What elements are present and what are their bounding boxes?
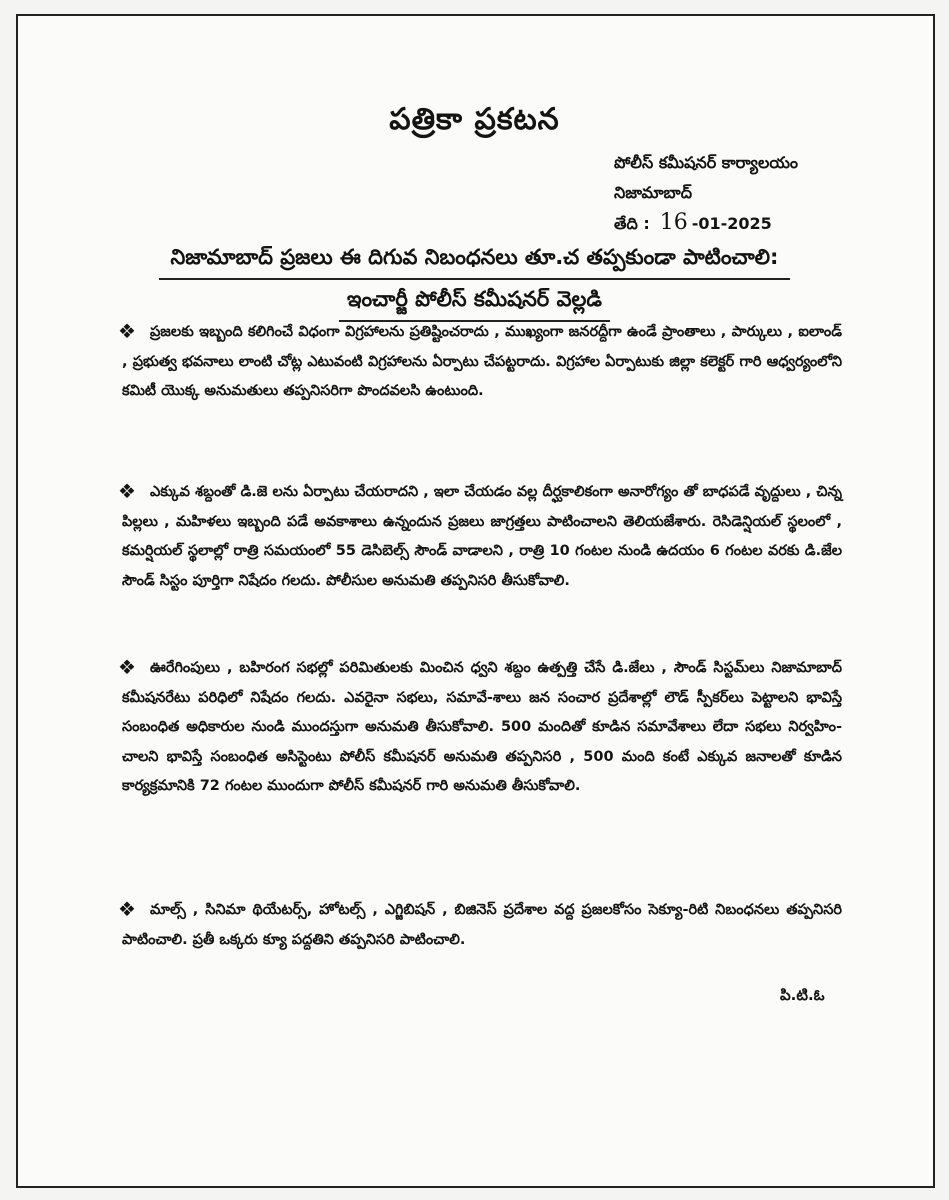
paragraph-3 [118,654,842,802]
headline [0,238,949,322]
signature: పి.టి.ఓ [780,986,825,1004]
bullet-icon: ❖ [118,479,136,503]
office-name: పోలీస్ కమీషనర్ కార్యాలయం [614,153,799,172]
date-label: తేది : [614,214,650,233]
document-title: పత్రికా ప్రకటన [389,102,560,137]
paragraph-2 [118,478,842,596]
paragraph-text: ప్రజలకు ఇబ్బంది కలిగించే విధంగా విగ్రహాలను ప్రతిష్టించరాదు , ముఖ్యంగా జనరద్దీగా ఉండే ప్రాంతాలు , పార్కులు , ఐలాండ్ , ప్రభుత్వ భవనాలు లాంటి చోట్ల ఎటువంటి విగ్రహాలను ఏర్పాటు చేపట్టరాదు. విగ్రహాల ఏర్పాటుకు జిల్లా కలెక్టర్ గారి ఆధ్వర్యంలోని కమిటీ యొక్క అనుమతులు తప్పనిసరిగా పొందవలసి ఉంటుంది. [122,324,842,399]
paragraph-text: ఊరేగింపులు , బహిరంగ సభల్లో పరిమితులకు మించిన ధ్వని శబ్దం ఉత్పత్తి చేసే డి.జేలు , సౌండ్ సిస్టమ్‌లు నిజామాబాద్ కమీషనరేటు పరిధిలో నిషేదం గలదు. ఎవరైనా సభలు, సమావే-శాలు జన సంచార ప్రదేశాల్లో లౌడ్ స్పీకర్‌లు పెట్టాలని భావిస్తే సంబంధిత అధికారుల నుండి ముందస్తుగా అనుమతి తీసుకోవాలి. 500 మందితో కూడిన సమావేశాలు లేదా సభలు నిర్వహిం-చాలని భావిస్తే సంబంధిత అసిస్టెంటు పోలీస్ కమీషనర్ అనుమతి తప్పనిసరి , 500 మంది కంటే ఎక్కువ జనాలతో కూడిన కార్యక్రమానికి 72 గంటల ముందుగా పోలీస్ కమీషనర్ గారి అనుమతి తీసుకోవాలి. [122,660,842,794]
paragraph-text: మాల్స్ , సినిమా థియేటర్స్, హోటల్స్ , ఎగ్జిబిషన్ , బిజినెస్ ప్రదేశాల వద్ద ప్రజలకోసం సెక్యూ-రిటి నిబంధనలు తప్పనిసరి పాటించాలి. ప్రతీ ఒక్కరు క్యూ పద్దతిని తప్పనిసరి పాటించాలి. [122,902,842,948]
bullet-icon: ❖ [118,897,136,921]
paragraph-4 [118,896,842,955]
date-day: 16 [659,210,688,235]
date-month-year: -01-2025 [691,214,772,233]
bullet-icon: ❖ [118,319,136,343]
office-block [614,148,798,239]
headline-line-1: నిజామాబాద్ ప్రజలు ఈ దిగువ నిబంధనలు తూ.చ తప్పకుండా పాటించాలి: [159,238,791,280]
bullet-icon: ❖ [118,655,136,679]
date-row [614,208,798,239]
paragraph-text: ఎక్కువ శబ్దంతో డి.జె లను ఏర్పాటు చేయరాదని , ఇలా చేయడం వల్ల దీర్ఘకాలికంగా అనారోగ్యం తో బాధపడే వృద్దులు , చిన్న పిల్లలు , మహిళలు ఇబ్బంది పడే అవకాశాలు ఉన్నందున ప్రజలు జాగ్రత్తలు పాటించాలని తెలియజేశారు. రెసిడెన్షియల్ స్థలంలో , కమర్షియల్ స్థలాల్లో రాత్రి సమయంలో 55 డెసిబెల్స్ సౌండ్ వాడాలని , రాత్రి 10 గంటల నుండి ఉదయం 6 గంటల వరకు డి.జేల సౌండ్ సిస్టం పూర్తిగా నిషేదం గలదు. పోలీసుల అనుమతి తప్పనిసరి తీసుకోవాలి. [122,484,842,589]
office-city: నిజామాబాద్ [614,183,692,202]
paragraph-1 [118,318,842,407]
headline-line-2: ఇంచార్జీ పోలీస్ కమీషనర్ వెల్లడి [339,280,610,322]
